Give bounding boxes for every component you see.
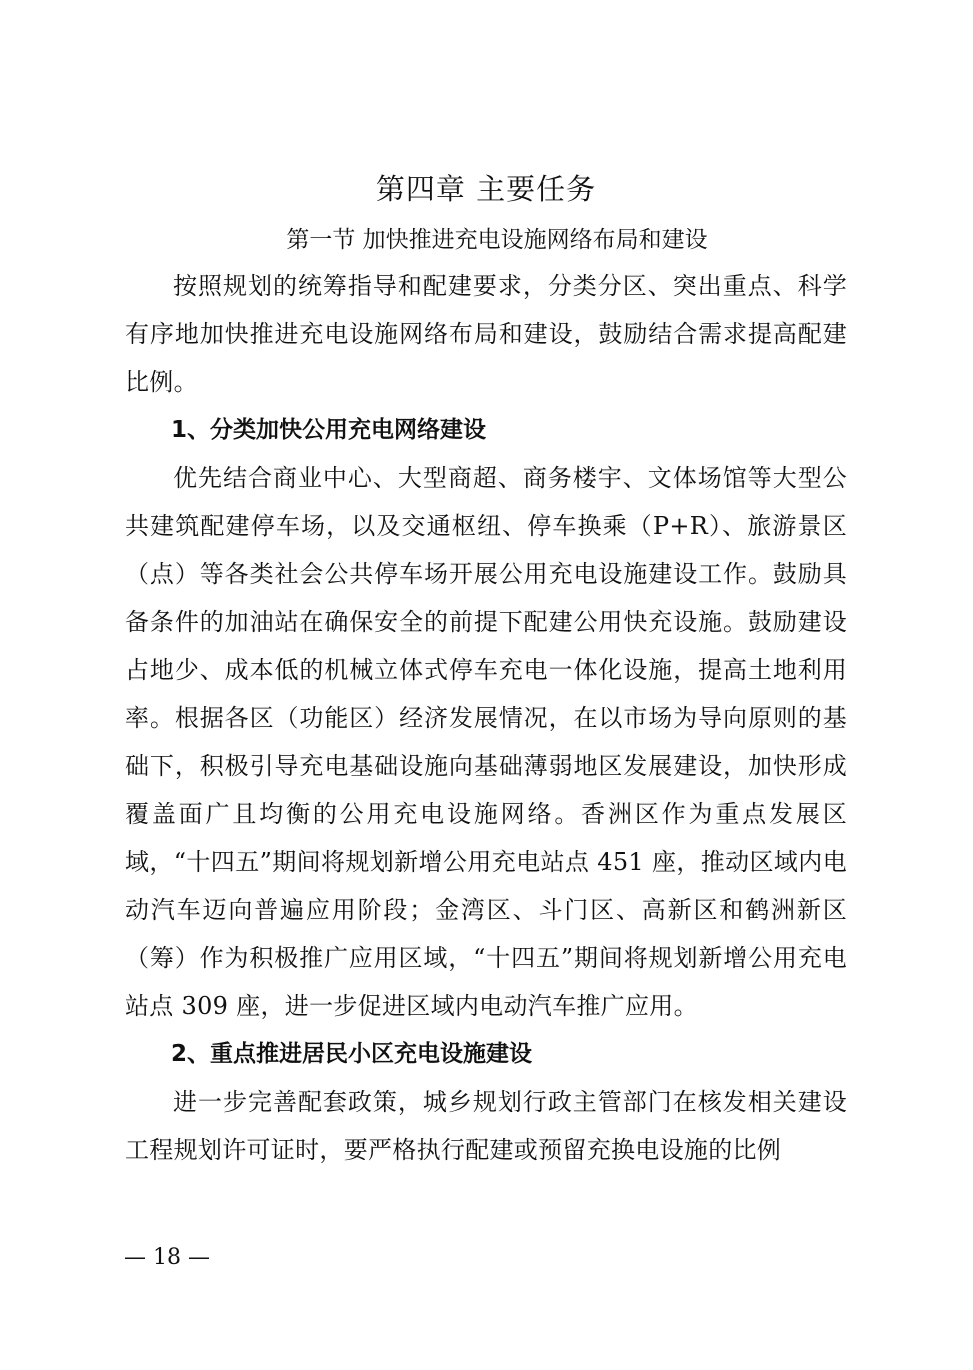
chapter-title: 第四章 主要任务	[375, 172, 597, 206]
page-number: — 18 —	[124, 1245, 210, 1270]
item2-heading: 2、重点推进居民小区充电设施建设	[171, 1041, 533, 1067]
document-page	[125, 160, 847, 1174]
item1-paragraph: 优先结合商业中心、大型商超、商务楼宇、文体场馆等大型公共建筑配建停车场，以及交通枢纽、停车换乘（P+R）、旅游景区（点）等各类社会公共停车场开展公用充电设施建设工作。鼓励具备条件的加油站在确保安全的前提下配建公用快充设施。鼓励建设占地少、成本低的机械立体式停车充电一体化设施，提高土地利用率。根据各区（功能区）经济发展情况，在以市场为导向原则的基础下，积极引导充电基础设施向基础薄弱地区发展建设，加快形成覆盖面广且均衡的公用充电设施网络。香洲区作为重点发展区域，“十四五”期间将规划新增公用充电站点 451 座，推动区域内电动汽车迈向普遍应用阶段；金湾区、斗门区、高新区和鹤洲新区（筹）作为积极推广应用区域，“十四五”期间将规划新增公用充电站点 309 座，进一步促进区域内电动汽车推广应用。	[125, 464, 847, 1020]
item1-heading: 1、分类加快公用充电网络建设	[171, 417, 487, 443]
item2-paragraph: 进一步完善配套政策，城乡规划行政主管部门在核发相关建设工程规划许可证时，要严格执行配建或预留充换电设施的比例	[125, 1088, 847, 1164]
intro-paragraph: 按照规划的统筹指导和配建要求，分类分区、突出重点、科学有序地加快推进充电设施网络布局和建设，鼓励结合需求提高配建比例。	[125, 272, 847, 396]
section-title: 第一节 加快推进充电设施网络布局和建设	[286, 227, 708, 253]
